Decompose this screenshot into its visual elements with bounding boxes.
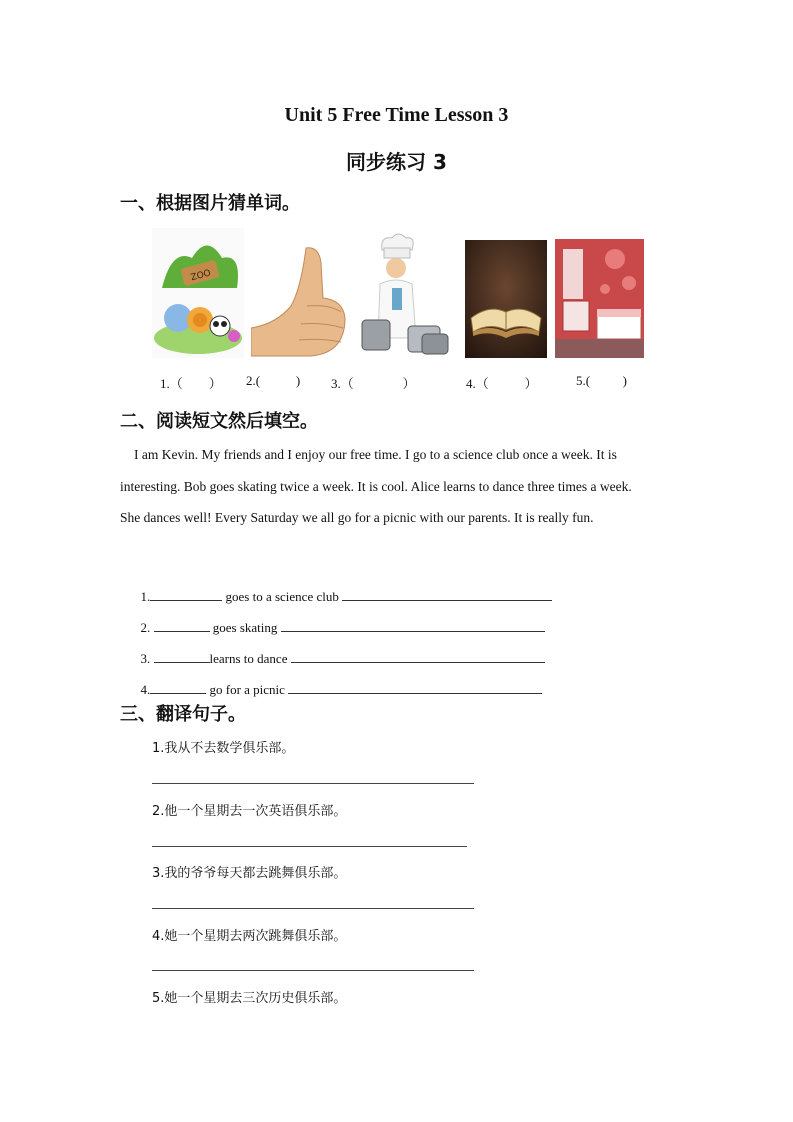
page-subtitle: 同步练习 3 xyxy=(346,150,447,174)
reading-passage xyxy=(120,439,660,534)
translation-question-2: 2.他一个星期去一次英语俱乐部。 xyxy=(152,804,347,819)
chef-cooking-icon xyxy=(352,228,451,358)
section-2-heading: 二、阅读短文然后填空。 xyxy=(120,411,318,432)
answer-blank-2[interactable]: 2.( ) xyxy=(246,373,301,388)
translation-answer-line-4[interactable] xyxy=(152,970,474,971)
name-blank[interactable] xyxy=(150,681,206,694)
svg-text:ZOO: ZOO xyxy=(189,268,213,284)
translation-question-3: 3.我的爷爷每天都去跳舞俱乐部。 xyxy=(152,866,347,881)
open-book-icon xyxy=(465,240,547,358)
fill-item-text: goes skating xyxy=(209,620,281,635)
fill-item-text: goes to a science club xyxy=(222,589,343,604)
name-blank[interactable] xyxy=(154,619,210,632)
fill-item-number: 2. xyxy=(140,620,154,635)
fill-item-text: learns to dance xyxy=(209,651,291,666)
fill-item-4 xyxy=(134,665,542,698)
fill-item-number: 4. xyxy=(140,682,151,697)
translation-answer-line-1[interactable] xyxy=(152,783,474,784)
translation-answer-line-3[interactable] xyxy=(152,908,474,909)
fill-item-number: 1. xyxy=(140,589,151,604)
frequency-blank[interactable] xyxy=(291,650,545,663)
frequency-blank[interactable] xyxy=(281,619,545,632)
fill-item-3 xyxy=(134,634,545,667)
answer-blank-1[interactable]: 1.（ ） xyxy=(160,376,222,391)
passage-line: I am Kevin. My friends and I enjoy our free time. I go to a science club once a week. It is xyxy=(134,447,617,462)
name-blank[interactable] xyxy=(154,650,210,663)
frequency-blank[interactable] xyxy=(342,588,552,601)
translation-question-5: 5.她一个星期去三次历史俱乐部。 xyxy=(152,991,347,1006)
answer-blank-3[interactable]: 3.（ ） xyxy=(331,376,416,391)
answer-blank-4[interactable]: 4.（ ） xyxy=(466,376,538,391)
fill-item-text: go for a picnic xyxy=(206,682,289,697)
fill-item-2 xyxy=(134,603,545,636)
translation-question-4: 4.她一个星期去两次跳舞俱乐部。 xyxy=(152,929,347,944)
thumbs-up-icon xyxy=(251,228,346,358)
bedroom-icon xyxy=(555,239,644,358)
name-blank[interactable] xyxy=(150,588,222,601)
answer-blank-5[interactable]: 5.( ) xyxy=(576,373,627,388)
section-3-heading: 三、翻译句子。 xyxy=(120,704,246,725)
passage-line: interesting. Bob goes skating twice a week. It is cool. Alice learns to dance three times a week. xyxy=(120,478,632,494)
passage-line: She dances well! Every Saturday we all go for a picnic with our parents. It is really fun. xyxy=(120,510,594,525)
zoo-animals-icon xyxy=(152,228,244,358)
fill-item-number: 3. xyxy=(140,651,154,666)
translation-question-1: 1.我从不去数学俱乐部。 xyxy=(152,741,295,756)
frequency-blank[interactable] xyxy=(288,681,542,694)
fill-item-1 xyxy=(134,572,552,605)
section-1-heading: 一、根据图片猜单词。 xyxy=(120,193,300,214)
page-title: Unit 5 Free Time Lesson 3 xyxy=(284,104,509,126)
translation-answer-line-2[interactable] xyxy=(152,846,467,847)
